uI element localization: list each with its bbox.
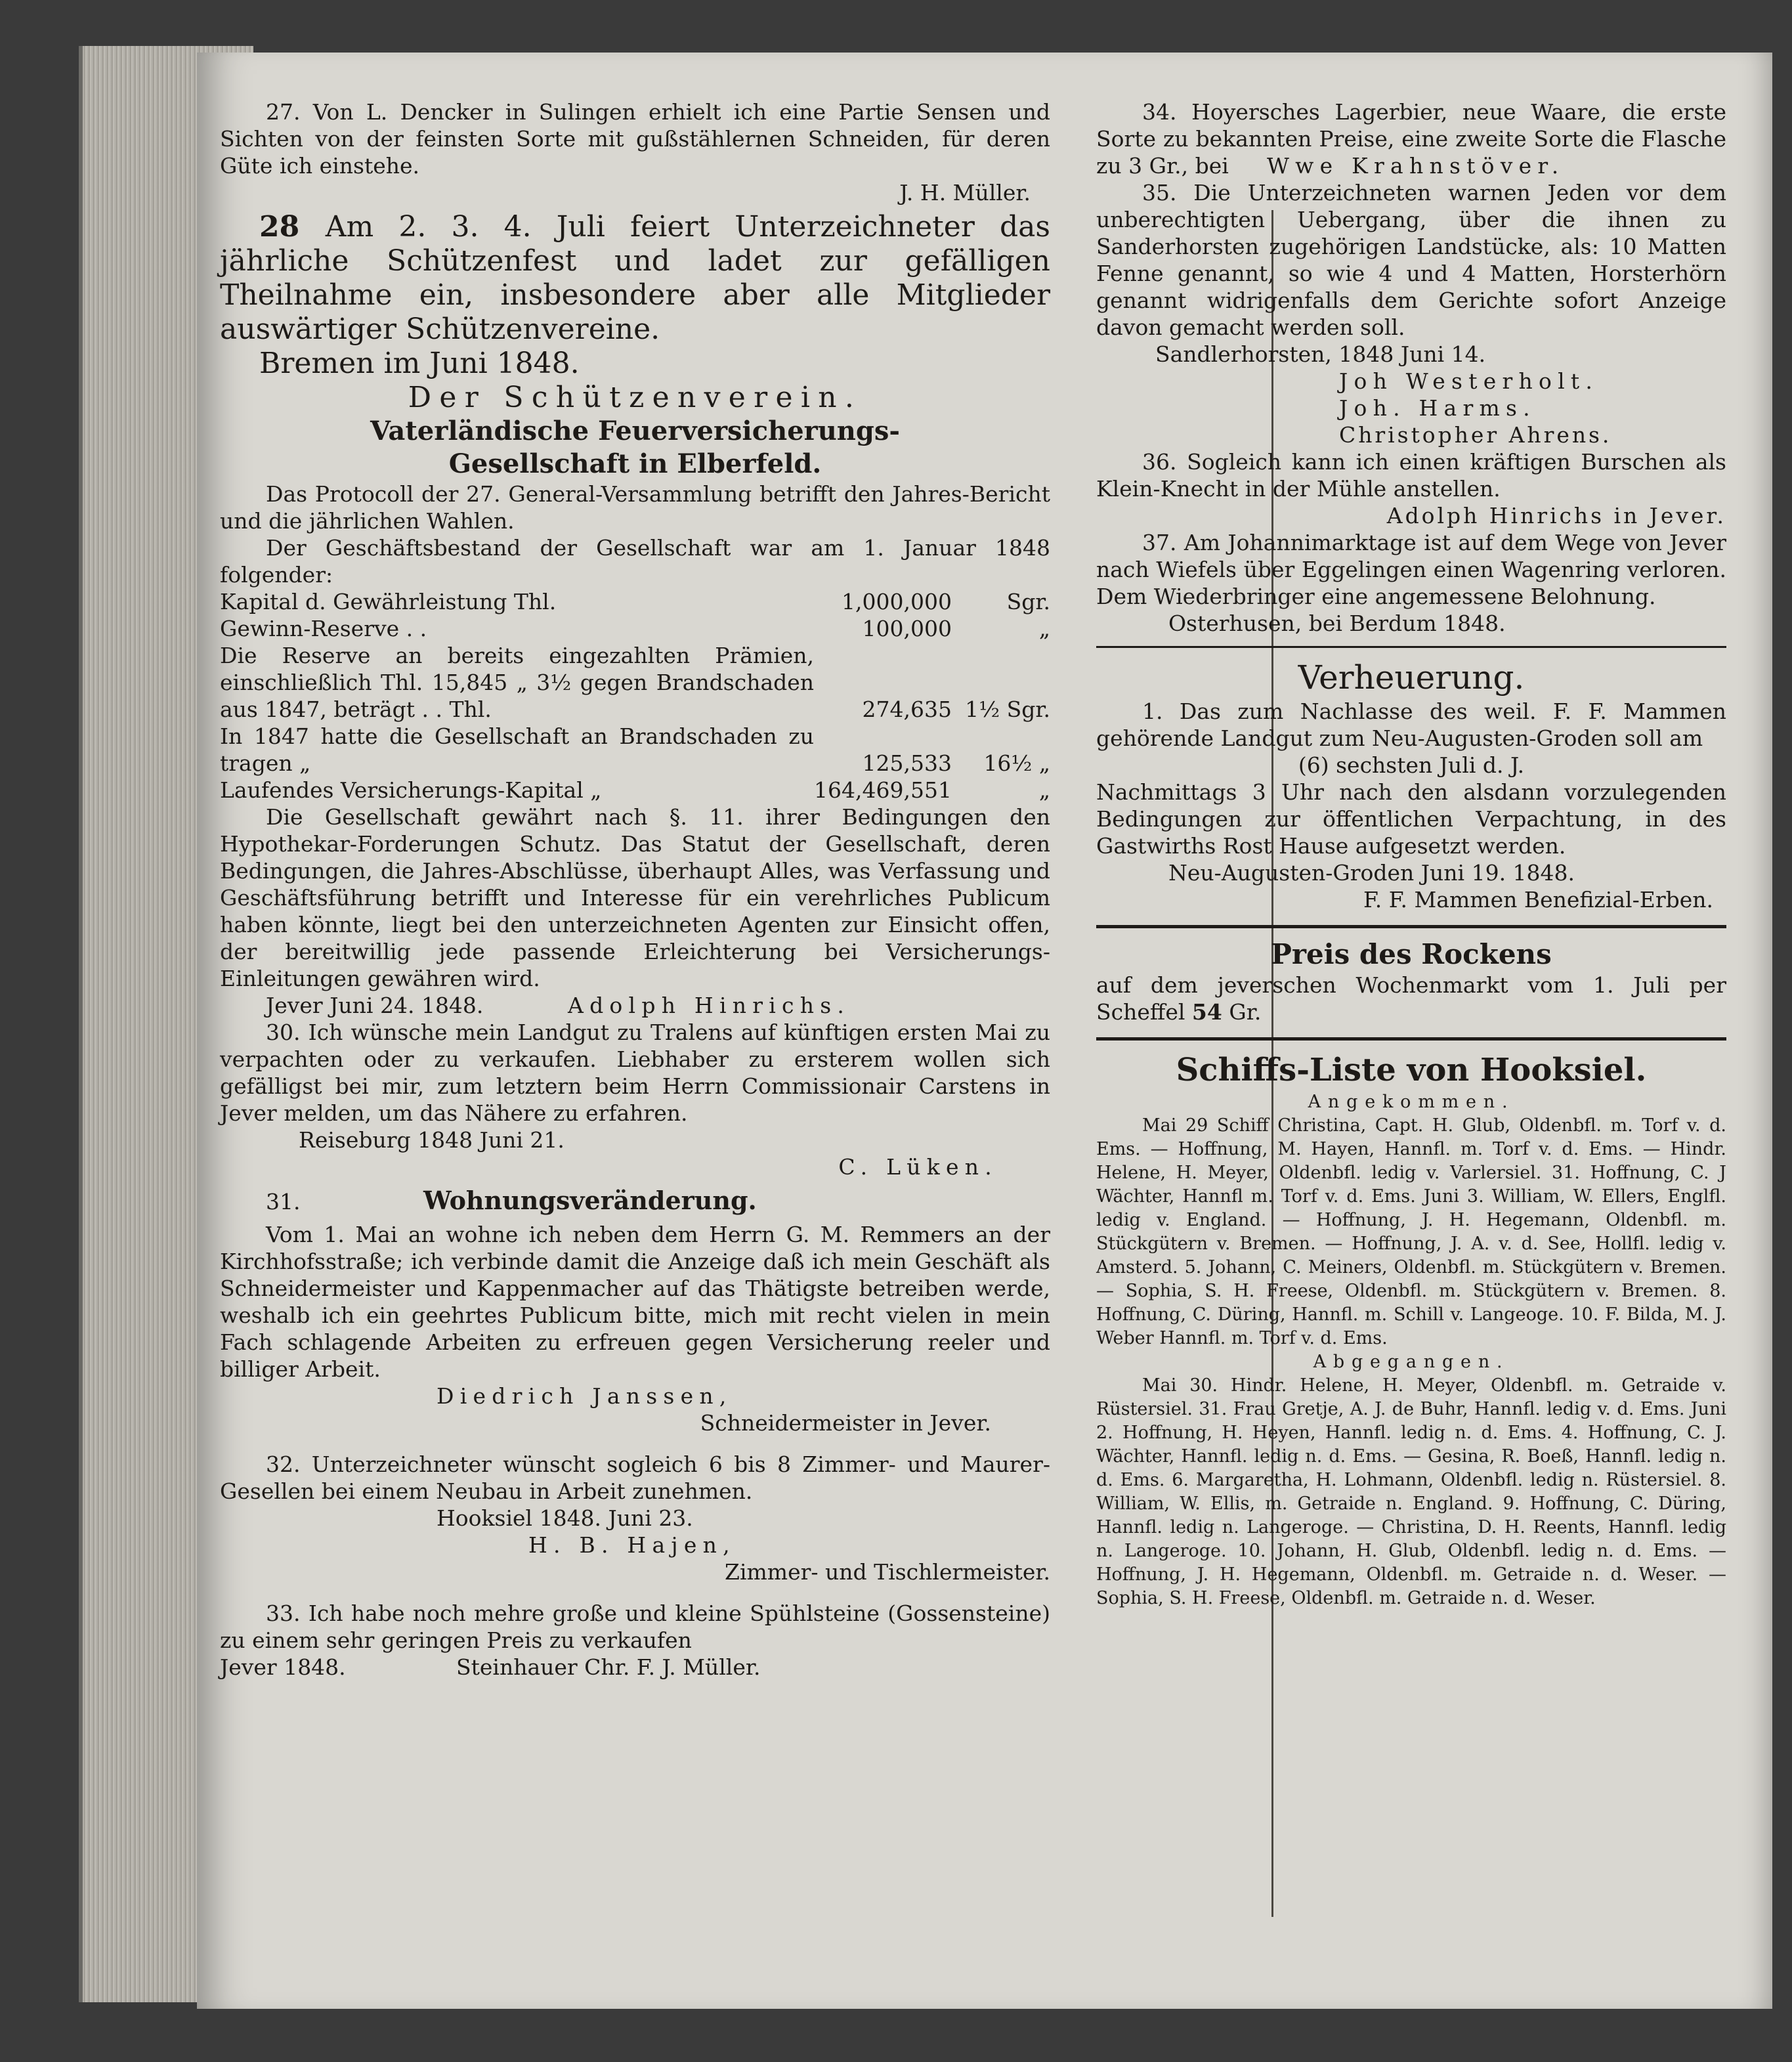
ship-list-departed-text: Mai 30. Hindr. Helene, H. Meyer, Oldenbfl. m. Getraide v. Rüstersiel. 31. Frau Gretje, A. J. de Buhr, Hannfl. ledig v. d. Ems. Juni 2. Hoffnung, H. Heyen, Hannfl. ledig n. d. Ems. 4. Hoffnung, C. J. Wächter, Hannfl. ledig n. d. Ems. — Gesina, R. Boeß, Hannfl. ledig n. d. Ems. 6. Margaretha, H. Lohmann, Oldenbfl. ledig n. Rüstersiel. 8. William, W. Ellis, m. Getraide n. England. 9. Hoffnung, C. Düring, Hannfl. ledig n. Langeroge. — Christina, D. H. Reents, Hannfl. ledig n. Langeroge. 10. Johann, H. Glub, Oldenbfl. ledig n. d. Ems. — Hoffnung, J. H. Hegemann, Oldenbfl. m. Getraide n. d. Weser. — Sophia, S. H. Freese, Oldenbfl. m. Getraide n. d. Weser.: [1096, 1375, 1726, 1608]
section-rule: [1096, 925, 1726, 928]
figure-label: In 1847 hatte die Gesellschaft an Brandschaden zu tragen „: [220, 723, 815, 776]
notice-30-signature: C. Lüken.: [838, 1154, 998, 1180]
notice-28: [220, 210, 1050, 415]
lease-text: 1. Das zum Nachlasse des weil. F. F. Mammen gehörende Landgut zum Neu-Augusten-Groden soll am: [1096, 698, 1726, 751]
figure-value: 100,000: [862, 616, 952, 641]
table-row: [220, 777, 1050, 804]
notice-33-text: 33. Ich habe noch mehre große und kleine Spühlsteine (Gossensteine) zu einem sehr geringen Preis zu verkaufen: [220, 1600, 1050, 1653]
insurance-title-line-1: Vaterländische Feuerversicherungs-: [370, 416, 900, 446]
ship-list: [1096, 1050, 1726, 1610]
ship-list-arrived-heading: Angekommen.: [1308, 1092, 1515, 1112]
rye-price-notice: [1096, 937, 1726, 1025]
insurance-body: Die Gesellschaft gewährt nach §. 11. ihrer Bedingungen den Hypothekar-Forderungen Schutz. Das Statut der Gesellschaft, deren Bedingungen, die Jahres-Abschlüsse, überhaupt Alles, was Verfassung und Geschäftsführung betrifft und Interesse für ein verehrliches Publicum haben könnte, liegt bei den unterzeichneten Agenten zur Einsicht offen, der bereitwillig jede passende Erleichterung bei Versicherungs-Einleitungen gewähren wird.: [220, 804, 1050, 991]
notice-30-text: 30. Ich wünsche mein Landgut zu Tralens auf künftigen ersten Mai zu verpachten oder zu verkaufen. Liebhaber zu ersterem wollen sich gefälligst bei mir, zum letztern beim Herrn Commissionair Carstens in Jever melden, um das Nähere zu erfahren.: [220, 1020, 1050, 1126]
lease-signature: F. F. Mammen Benefizial-Erben.: [1363, 887, 1713, 913]
notice-33-place: Jever 1848.: [220, 1654, 346, 1680]
figure-label: Kapital d. Gewährleistung Thl.: [220, 589, 557, 614]
notice-36: [1096, 448, 1726, 529]
notice-37-text: 37. Am Johannimarktage ist auf dem Wege von Jever nach Wiefels über Eggelingen einen Wagenring verloren. Dem Wiederbringer eine angemessene Belohnung.: [1096, 530, 1726, 609]
insurance-title-line-2: Gesellschaft in Elberfeld.: [448, 448, 822, 479]
notice-32-signature-role: Zimmer- und Tischlermeister.: [725, 1559, 1050, 1585]
insurance-notice: [220, 415, 1050, 1019]
notice-37-place-date: Osterhusen, bei Berdum 1848.: [1168, 611, 1506, 636]
notice-31-number: 31.: [266, 1189, 301, 1214]
notice-28-signature: Der Schützenverein.: [408, 381, 863, 414]
notice-32-place-date: Hooksiel 1848. Juni 23.: [437, 1505, 693, 1531]
figure-value: 164,469,551: [814, 777, 952, 803]
notice-35-signature-3: Christopher Ahrens.: [1339, 422, 1612, 448]
notice-31-title: Wohnungsveränderung.: [423, 1186, 757, 1215]
notice-30-place-date: Reiseburg 1848 Juni 21.: [299, 1127, 565, 1153]
notice-33: [220, 1600, 1050, 1681]
notice-30: [220, 1019, 1050, 1180]
insurance-status-intro: Der Geschäftsbestand der Gesellschaft war am 1. Januar 1848 folgender:: [220, 535, 1050, 588]
figure-unit: Sgr.: [1006, 589, 1050, 614]
figure-label: Gewinn-Reserve . .: [220, 616, 427, 641]
notice-31: [220, 1184, 1050, 1436]
table-row: [220, 588, 1050, 615]
notice-28-number: 28: [259, 210, 300, 244]
notice-35-place-date: Sandlerhorsten, 1848 Juni 14.: [1155, 341, 1486, 367]
notice-31-signature-role: Schneidermeister in Jever.: [700, 1410, 991, 1436]
figure-value: 274,635: [862, 697, 952, 722]
notice-28-text: Am 2. 3. 4. Juli feiert Unterzeichneter das jährliche Schützenfest und ladet zur gefälligen Theilnahme ein, insbesondere aber alle Mitglieder auswärtiger Schützenvereine.: [220, 210, 1050, 346]
notice-36-signature: Adolph Hinrichs in Jever.: [1386, 503, 1726, 528]
section-rule: [1096, 1037, 1726, 1041]
figure-unit: „: [1038, 616, 1050, 641]
notice-35-signature-2: Joh. Harms.: [1339, 395, 1536, 421]
notice-34-text: 34. Hoyersches Lagerbier, neue Waare, die erste Sorte zu bekannten Preise, eine zweite Sorte die Flasche zu 3 Gr., bei: [1096, 99, 1726, 179]
notice-28-place-date: Bremen im Juni 1848.: [259, 347, 580, 380]
table-row: [220, 615, 1050, 642]
notice-37: [1096, 529, 1726, 637]
section-rule: [1096, 646, 1726, 648]
notice-34: [1096, 98, 1726, 179]
lease-place-date: Neu-Augusten-Groden Juni 19. 1848.: [1168, 860, 1575, 886]
notice-27: [220, 98, 1050, 206]
notice-36-text: 36. Sogleich kann ich einen kräftigen Burschen als Klein-Knecht in der Mühle anstellen.: [1096, 449, 1726, 502]
figure-label: Laufendes Versicherungs-Kapital „: [220, 777, 602, 803]
lease-text-2: Nachmittags 3 Uhr nach den alsdann vorzulegenden Bedingungen zur öffentlichen Verpachtung, in des Gastwirths Rost Hause aufgesetzt werden.: [1096, 779, 1726, 859]
notice-32: [220, 1451, 1050, 1585]
lease-title: Verheuerung.: [1298, 658, 1525, 697]
insurance-intro: Das Protocoll der 27. General-Versammlung betrifft den Jahres-Bericht und die jährlichen Wahlen.: [220, 481, 1050, 534]
right-column: [1096, 98, 1726, 1610]
figure-unit: 16½ „: [983, 750, 1050, 776]
figure-unit: 1½ Sgr.: [965, 697, 1050, 722]
ship-list-departed-heading: Abgegangen.: [1313, 1352, 1510, 1372]
ship-list-title: Schiffs-Liste von Hooksiel.: [1176, 1052, 1647, 1088]
insurance-signature: Adolph Hinrichs.: [568, 993, 851, 1018]
notice-32-text: 32. Unterzeichneter wünscht sogleich 6 bis 8 Zimmer- und Maurer-Gesellen bei einem Neubau in Arbeit zunehmen.: [220, 1451, 1050, 1504]
notice-33-signature: Steinhauer Chr. F. J. Müller.: [456, 1654, 761, 1680]
notice-31-signature-name: Diedrich Janssen,: [437, 1383, 733, 1409]
notice-35-text: 35. Die Unterzeichneten warnen Jeden vor dem unberechtigten Uebergang, über die ihnen zu Sanderhorsten zugehörigen Landstücke, als: 10 Matten Fenne genannt, so wie 4 und 4 Matten, Horsterhörn genannt widrigenfalls dem Gerichte sofort Anzeige davon gemacht werden soll.: [1096, 180, 1726, 340]
table-row: [220, 723, 1050, 777]
insurance-place-date: Jever Juni 24. 1848.: [266, 993, 484, 1018]
rye-price-value: 54: [1191, 999, 1222, 1025]
notice-27-text: 27. Von L. Dencker in Sulingen erhielt ich eine Partie Sensen und Sichten von der feinsten Sorte mit gußstählernen Schneiden, für deren Güte ich einstehe.: [220, 99, 1050, 179]
notice-35-signature-1: Joh Westerholt.: [1339, 368, 1599, 394]
lease-date-line: (6) sechsten Juli d. J.: [1298, 752, 1525, 778]
table-row: [220, 642, 1050, 723]
lease-notice: [1096, 657, 1726, 913]
figure-value: 125,533: [862, 750, 952, 776]
figure-value: 1,000,000: [842, 589, 952, 614]
rye-price-title: Preis des Rockens: [1271, 938, 1552, 970]
notice-34-signature: Wwe Krahnstöver.: [1267, 153, 1565, 179]
notice-31-text: Vom 1. Mai an wohne ich neben dem Herrn G. M. Remmers an der Kirchhofsstraße; ich verbinde damit die Anzeige daß ich mein Geschäft als Schneidermeister und Kappenmacher auf das Thätigste betreiben werde, weshalb ich ein geehrtes Publicum bitte, mich mit recht vielen in mein Fach schlagende Arbeiten zu erfreuen gegen Versicherung reeler und billiger Arbeit.: [220, 1222, 1050, 1382]
notice-32-signature-name: H. B. Hajen,: [528, 1532, 736, 1558]
notice-27-signature: J. H. Müller.: [899, 180, 1031, 205]
figure-label: Die Reserve an bereits eingezahlten Prämien, einschließlich Thl. 15,845 „ 3½ gegen Brandschaden aus 1847, beträgt . . Thl.: [220, 643, 815, 722]
insurance-figures-table: [220, 588, 1050, 804]
ship-list-arrived-text: Mai 29 Schiff Christina, Capt. H. Glub, Oldenbfl. m. Torf v. d. Ems. — Hoffnung, M. Hayen, Hannfl. m. Torf v. d. Ems. — Hindr. Helene, H. Meyer, Oldenbfl. ledig v. Varlersiel. 31. Hoffnung, C. J Wächter, Hannfl m. Torf v. d. Ems. Juni 3. William, W. Ellers, Englfl. ledig v. England. — Hoffnung, J. H. Hegemann, Oldenbfl. m. Stückgütern v. Bremen. — Hoffnung, J. A. v. d. See, Hollfl. ledig v. Amsterd. 5. Johann, C. Meiners, Oldenbfl. m. Stückgütern v. Bremen. — Sophia, S. H. Freese, Oldenbfl. m. Stückgütern v. Bremen. 8. Hoffnung, C. Düring, Hannfl. m. Schill v. Langeoge. 10. F. Bilda, M. J. Weber Hannfl. m. Torf v. d. Ems.: [1096, 1115, 1726, 1348]
notice-35: [1096, 179, 1726, 448]
rye-price-unit: Gr.: [1229, 999, 1262, 1025]
left-column: [220, 98, 1050, 1681]
rye-price-text: auf dem jeverschen Wochenmarkt vom 1. Juli per Scheffel: [1096, 972, 1726, 1025]
figure-unit: „: [1038, 777, 1050, 803]
